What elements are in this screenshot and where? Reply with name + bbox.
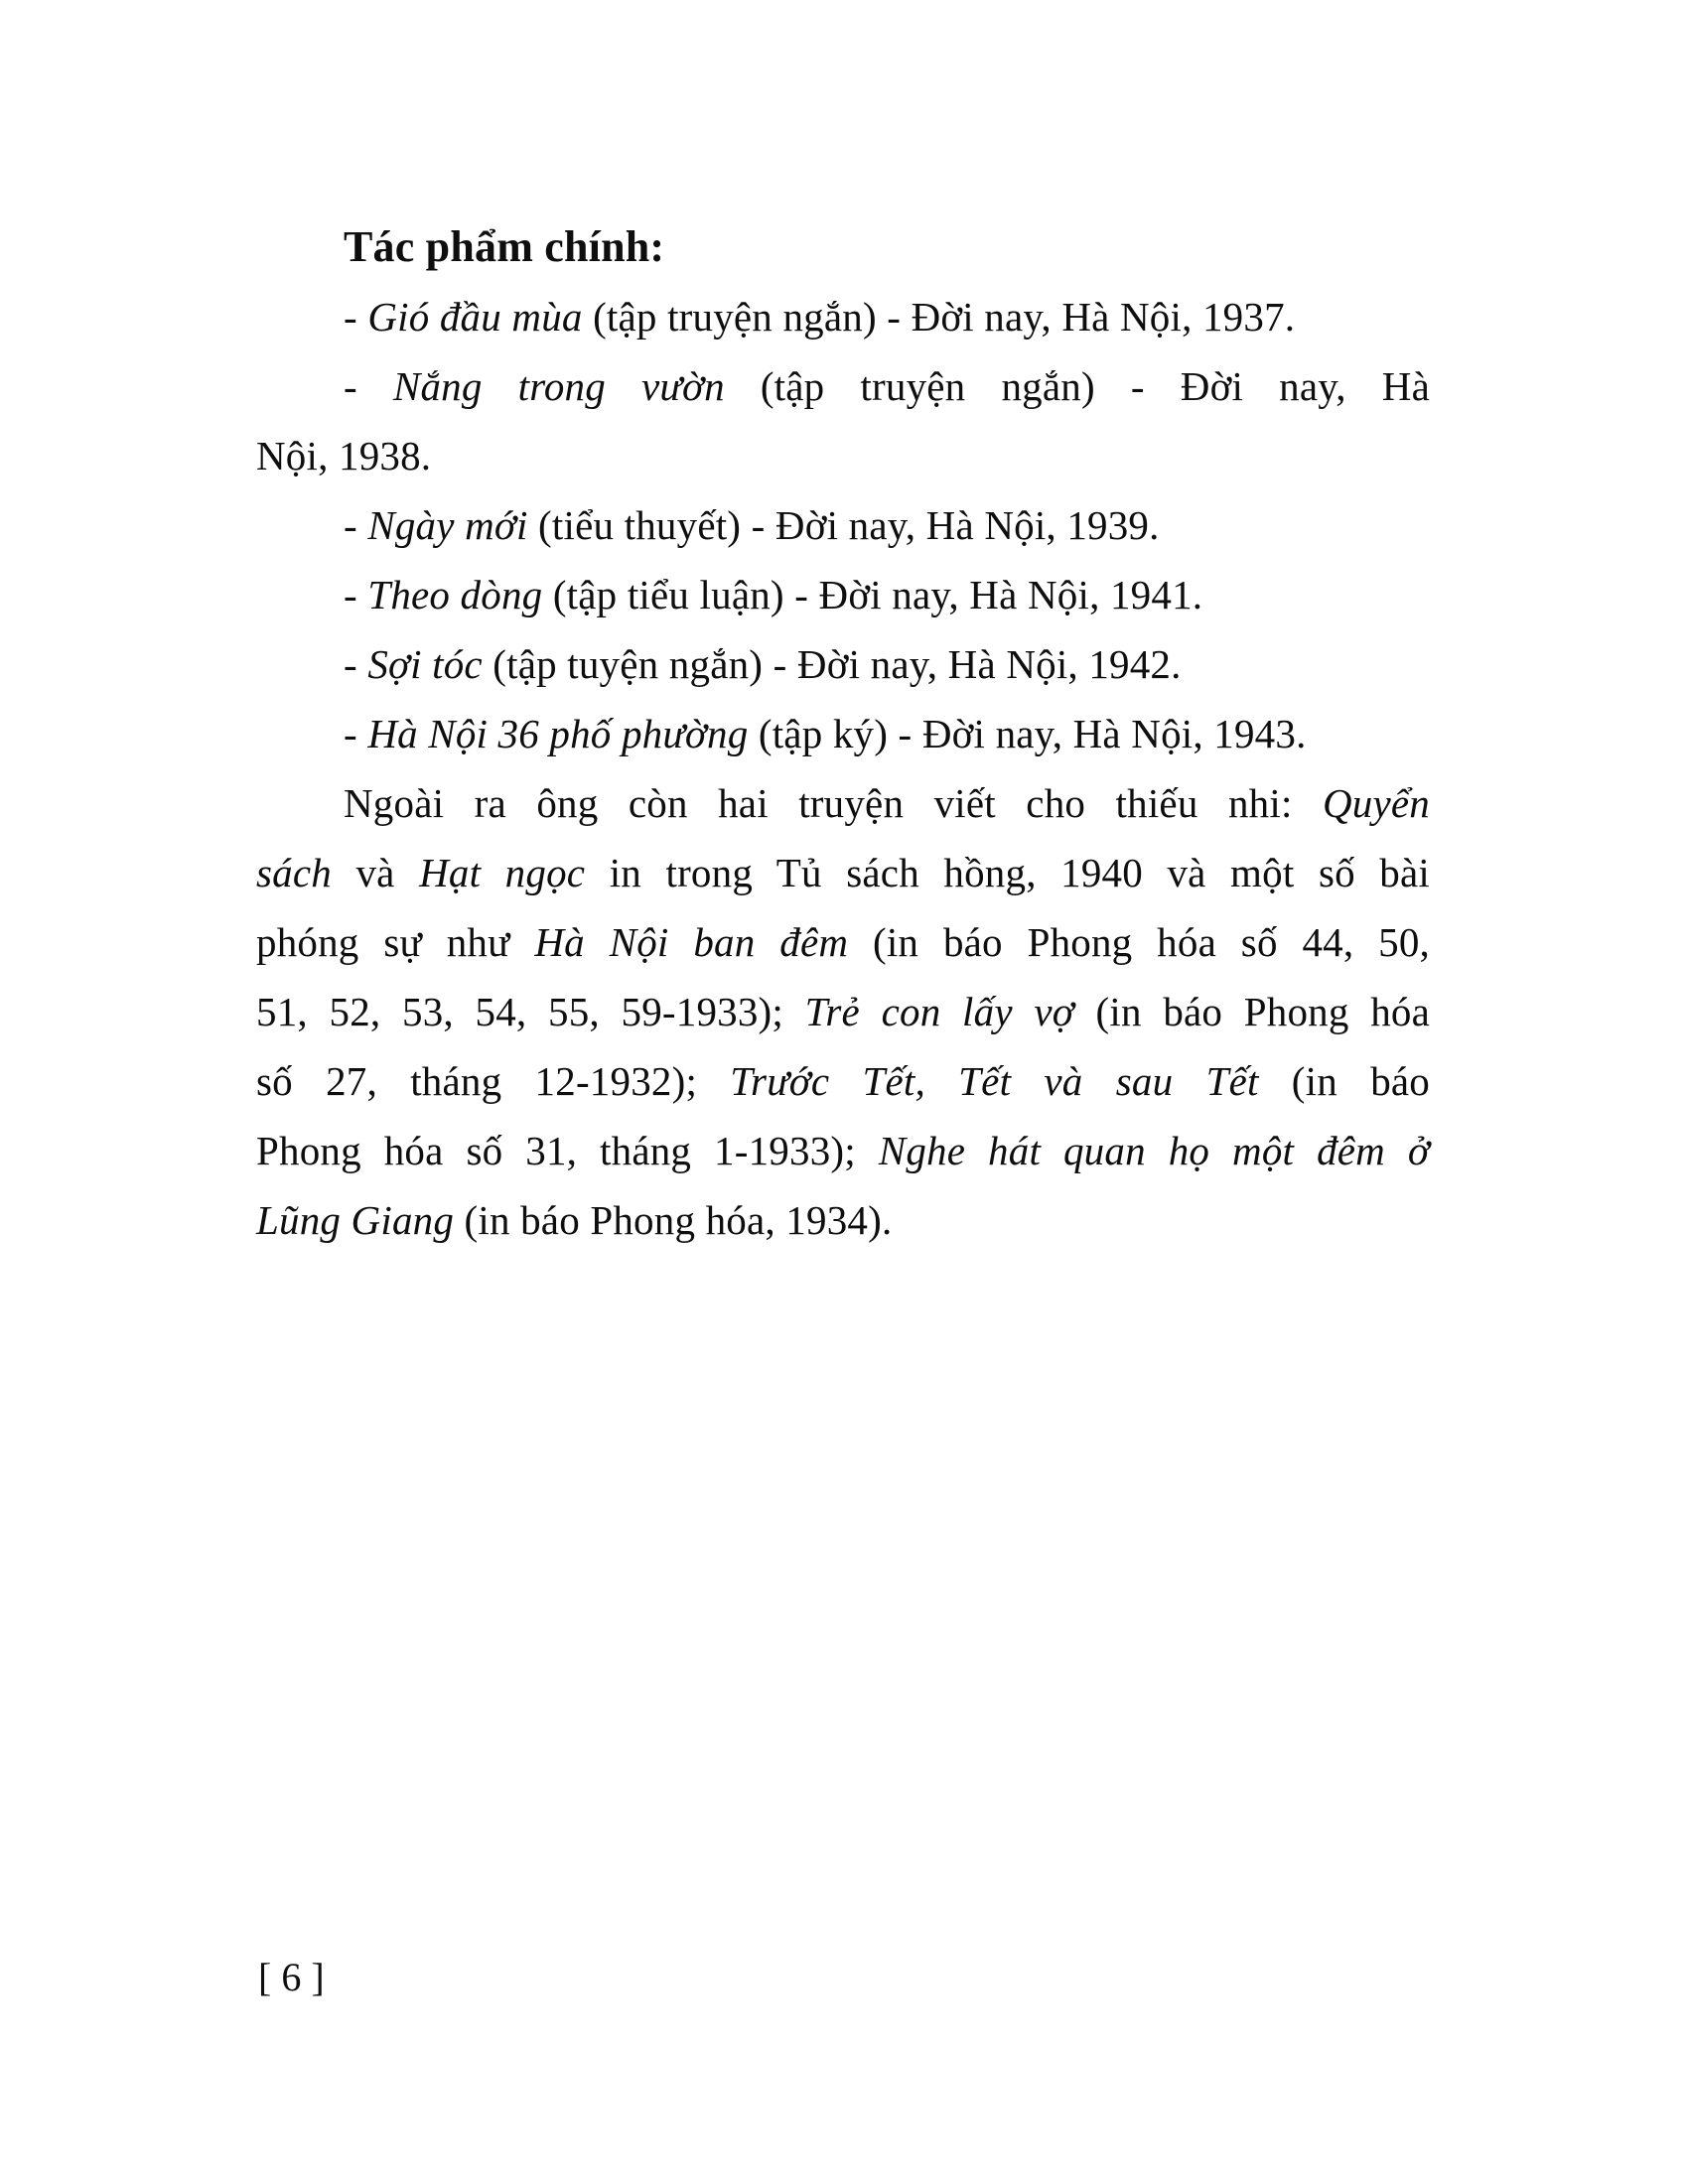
work-item: [256, 490, 1430, 560]
work-item: [256, 351, 1430, 421]
text-segment: in trong Tủ sách hồng, 1940 và một số bài: [585, 850, 1430, 895]
paragraph-line: [256, 1046, 1430, 1116]
text-segment: (tập tuyện ngắn) - Đời nay, Hà Nội, 1942.: [482, 641, 1182, 687]
text-segment: -: [344, 711, 368, 756]
paragraph-line: [256, 977, 1430, 1046]
paragraph-line: [256, 907, 1430, 977]
text-segment: (in báo Phong hóa: [1073, 989, 1431, 1034]
work-title: Lũng Giang: [256, 1197, 455, 1243]
work-title: Nắng trong vườn: [392, 363, 725, 409]
work-title: Sợi tóc: [367, 641, 483, 687]
work-item-continuation: [256, 421, 1430, 490]
work-title: Gió đầu mùa: [367, 294, 583, 340]
work-item: [256, 629, 1430, 699]
text-segment: (in báo Phong hóa, 1934).: [454, 1197, 893, 1243]
text-segment: 51, 52, 53, 54, 55, 59-1933);: [256, 989, 805, 1034]
text-segment: -: [344, 572, 368, 617]
section-heading: [256, 212, 1430, 282]
text-segment: Ngoài ra ông còn hai truyện viết cho thiếu nhi:: [344, 780, 1323, 826]
text-segment: -: [344, 363, 393, 409]
text-segment: số 27, tháng 12-1932);: [256, 1058, 731, 1104]
text-segment: (tiểu thuyết) - Đời nay, Hà Nội, 1939.: [527, 502, 1160, 548]
page-number: [ 6 ]: [258, 1955, 325, 1999]
work-title: Hà Nội 36 phố phường: [367, 711, 749, 756]
text-segment: (in báo Phong hóa số 44, 50,: [848, 919, 1430, 965]
paragraph-line: [256, 768, 1430, 838]
heading-text: Tác phẩm chính:: [344, 222, 665, 271]
work-title: sách: [256, 850, 332, 895]
text-segment: -: [344, 641, 368, 687]
text-segment: (tập truyện ngắn) - Đời nay, Hà Nội, 1937.: [582, 294, 1296, 340]
work-title: Nghe hát quan họ một đêm ở: [878, 1128, 1430, 1173]
paragraph-line: [256, 1116, 1430, 1185]
work-title: Trước Tết, Tết và sau Tết: [730, 1058, 1259, 1104]
work-item: [256, 699, 1430, 768]
text-segment: (tập ký) - Đời nay, Hà Nội, 1943.: [748, 711, 1307, 756]
text-segment: và: [331, 850, 420, 895]
text-segment: -: [344, 502, 368, 548]
text-segment: Phong hóa số 31, tháng 1-1933);: [256, 1128, 879, 1173]
text-block: [256, 212, 1430, 1255]
work-title: Quyển: [1322, 780, 1430, 826]
paragraph-line: [256, 838, 1430, 907]
work-item: [256, 560, 1430, 629]
text-segment: phóng sự như: [256, 919, 535, 965]
text-segment: -: [344, 294, 368, 340]
work-title: Ngày mới: [367, 502, 528, 548]
paragraph-line: [256, 1185, 1430, 1255]
text-segment: (in báo: [1258, 1058, 1431, 1104]
text-segment: (tập tiểu luận) - Đời nay, Hà Nội, 1941.: [542, 572, 1203, 617]
work-title: Hạt ngọc: [419, 850, 586, 895]
work-item: [256, 282, 1430, 351]
text-segment: Nội, 1938.: [256, 433, 432, 478]
work-title: Trẻ con lấy vợ: [804, 989, 1074, 1034]
work-title: Hà Nội ban đêm: [534, 919, 849, 965]
text-segment: (tập truyện ngắn) - Đời nay, Hà: [724, 363, 1430, 409]
work-title: Theo dòng: [367, 572, 543, 617]
